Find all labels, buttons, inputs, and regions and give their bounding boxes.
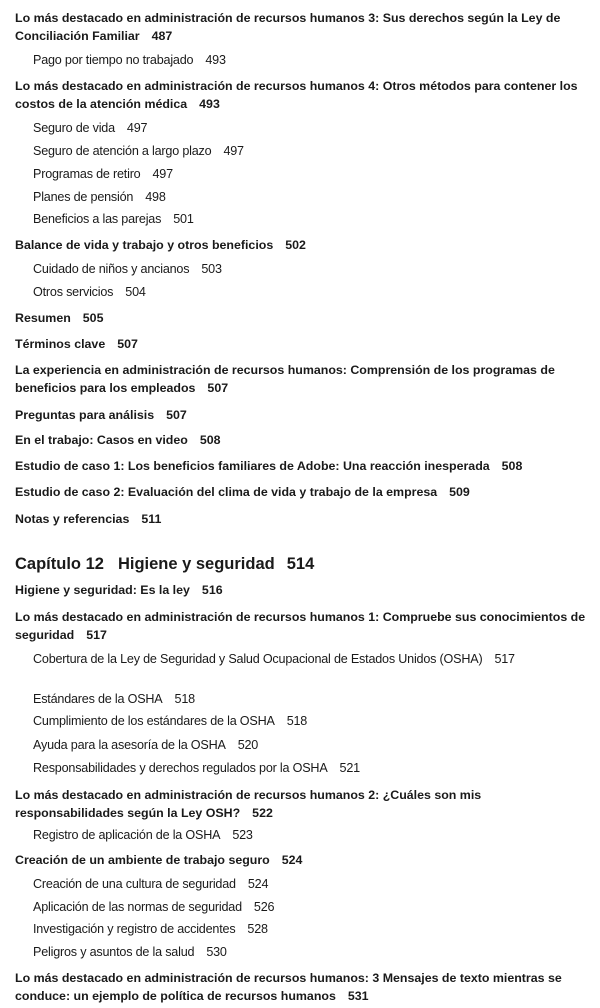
entry-title: Preguntas para análisis: [15, 408, 155, 422]
entry-title: Estándares de la OSHA: [33, 692, 163, 706]
page-number: 507: [166, 408, 187, 422]
entry-title: Lo más destacado en administración de recursos humanos 3: Sus derechos según la Ley de Conciliación Familiar: [15, 11, 561, 43]
toc-subentry: [33, 51, 583, 69]
page-number: 523: [232, 828, 253, 842]
toc-subentry: [33, 188, 583, 206]
toc-subentry: [33, 759, 583, 777]
entry-title: Investigación y registro de accidentes: [33, 922, 236, 936]
page-number: 514: [286, 555, 315, 573]
page-number: 511: [141, 512, 162, 526]
page-number: 516: [201, 583, 223, 597]
toc-entry: [15, 236, 590, 254]
toc-entry: [15, 77, 590, 113]
page-number: 508: [501, 459, 523, 473]
page-number: 517: [86, 628, 107, 642]
toc-subentry: [33, 712, 583, 730]
entry-title: La experiencia en administración de recursos humanos: Comprensión de los programas de beneficios para los empleados: [15, 363, 555, 395]
toc-entry: [15, 361, 590, 397]
toc-entry: [15, 851, 590, 869]
entry-title: Lo más destacado en administración de recursos humanos 2: ¿Cuáles son mis responsabilidades según la Ley OSH?: [15, 788, 482, 820]
page-number: 497: [223, 144, 244, 158]
toc-subentry: [33, 875, 583, 893]
entry-title: Lo más destacado en administración de recursos humanos 4: Otros métodos para contener los costos de la atención médica: [15, 79, 578, 111]
toc-entry: [15, 510, 590, 528]
toc-entry: [15, 335, 590, 353]
page-number: 526: [253, 900, 275, 914]
toc-subentry: [33, 898, 583, 916]
entry-title: Cumplimiento de los estándares de la OSHA: [33, 714, 275, 728]
entry-title: Higiene y seguridad: Es la ley: [15, 583, 190, 597]
page-number: 501: [173, 212, 194, 226]
entry-title: Aplicación de las normas de seguridad: [33, 900, 242, 914]
page-number: 497: [126, 121, 148, 135]
toc-subentry: [33, 119, 583, 137]
toc-subentry: [33, 736, 583, 754]
chapter-heading: [15, 553, 590, 575]
page-number: 524: [247, 877, 269, 891]
entry-title: Notas y referencias: [15, 512, 130, 526]
toc-subentry: [33, 165, 583, 183]
entry-title: Balance de vida y trabajo y otros beneficios: [15, 238, 274, 252]
entry-title: Seguro de vida: [33, 121, 115, 135]
toc-entry: [15, 406, 590, 424]
entry-title: Cuidado de niños y ancianos: [33, 262, 190, 276]
page-number: 518: [286, 714, 308, 728]
page-number: 504: [125, 285, 146, 299]
toc-entry: [15, 786, 590, 822]
entry-title: Planes de pensión: [33, 190, 134, 204]
page-number: 522: [252, 806, 273, 820]
page-number: 524: [281, 853, 303, 867]
entry-title: Pago por tiempo no trabajado: [33, 53, 194, 67]
entry-title: Seguro de atención a largo plazo: [33, 144, 212, 158]
entry-title: Creación de un ambiente de trabajo seguro: [15, 853, 270, 867]
chapter-title: Higiene y seguridad: [117, 555, 275, 573]
page-number: 493: [205, 53, 226, 67]
toc-subentry: [33, 650, 583, 668]
page-number: 502: [285, 238, 306, 252]
page-number: 493: [199, 97, 220, 111]
toc-entry: [15, 9, 590, 45]
entry-title: Programas de retiro: [33, 167, 141, 181]
toc-entry: [15, 431, 590, 449]
toc-subentry: [33, 943, 583, 961]
entry-title: Peligros y asuntos de la salud: [33, 945, 195, 959]
page-number: 517: [494, 652, 515, 666]
toc-subentry: [33, 283, 583, 301]
page-number: 509: [449, 485, 470, 499]
page-number: 528: [247, 922, 268, 936]
toc-entry: [15, 969, 590, 1005]
page-number: 518: [174, 692, 195, 706]
entry-title: Creación de una cultura de seguridad: [33, 877, 236, 891]
toc-entry: [15, 309, 590, 327]
entry-title: Estudio de caso 1: Los beneficios familiares de Adobe: Una reacción inesperada: [15, 459, 490, 473]
entry-title: En el trabajo: Casos en video: [15, 433, 188, 447]
entry-title: Responsabilidades y derechos regulados por la OSHA: [33, 761, 328, 775]
toc-subentry: [33, 920, 583, 938]
entry-title: Resumen: [15, 311, 71, 325]
entry-title: Estudio de caso 2: Evaluación del clima de vida y trabajo de la empresa: [15, 485, 438, 499]
toc-subentry: [33, 690, 583, 708]
page-number: 530: [206, 945, 227, 959]
entry-title: Registro de aplicación de la OSHA: [33, 828, 221, 842]
page-number: 507: [117, 337, 138, 351]
page-number: 521: [339, 761, 360, 775]
entry-title: Términos clave: [15, 337, 106, 351]
entry-title: Otros servicios: [33, 285, 114, 299]
toc-subentry: [33, 826, 583, 844]
page-number: 487: [151, 29, 173, 43]
toc-entry: [15, 581, 590, 599]
page-number: 507: [207, 381, 229, 395]
toc-subentry: [33, 260, 583, 278]
toc-entry: [15, 457, 590, 475]
entry-title: Lo más destacado en administración de recursos humanos 1: Compruebe sus conocimientos de seguridad: [15, 610, 586, 642]
page-number: 498: [145, 190, 166, 204]
toc-subentry: [33, 210, 583, 228]
chapter-label: Capítulo 12: [15, 555, 104, 573]
entry-title: Cobertura de la Ley de Seguridad y Salud Ocupacional de Estados Unidos (OSHA): [33, 652, 483, 666]
toc-subentry: [33, 142, 583, 160]
page-number: 497: [152, 167, 173, 181]
page-number: 508: [199, 433, 221, 447]
toc-entry: [15, 483, 590, 501]
page-number: 503: [201, 262, 222, 276]
page-number: 531: [347, 989, 369, 1003]
entry-title: Lo más destacado en administración de recursos humanos: 3 Mensajes de texto mientras se conduce: un ejemplo de política de recursos humanos: [15, 971, 562, 1003]
page-number: 520: [237, 738, 259, 752]
entry-title: Beneficios a las parejas: [33, 212, 162, 226]
page-number: 505: [82, 311, 104, 325]
entry-title: Ayuda para la asesoría de la OSHA: [33, 738, 226, 752]
toc-entry: [15, 608, 590, 644]
